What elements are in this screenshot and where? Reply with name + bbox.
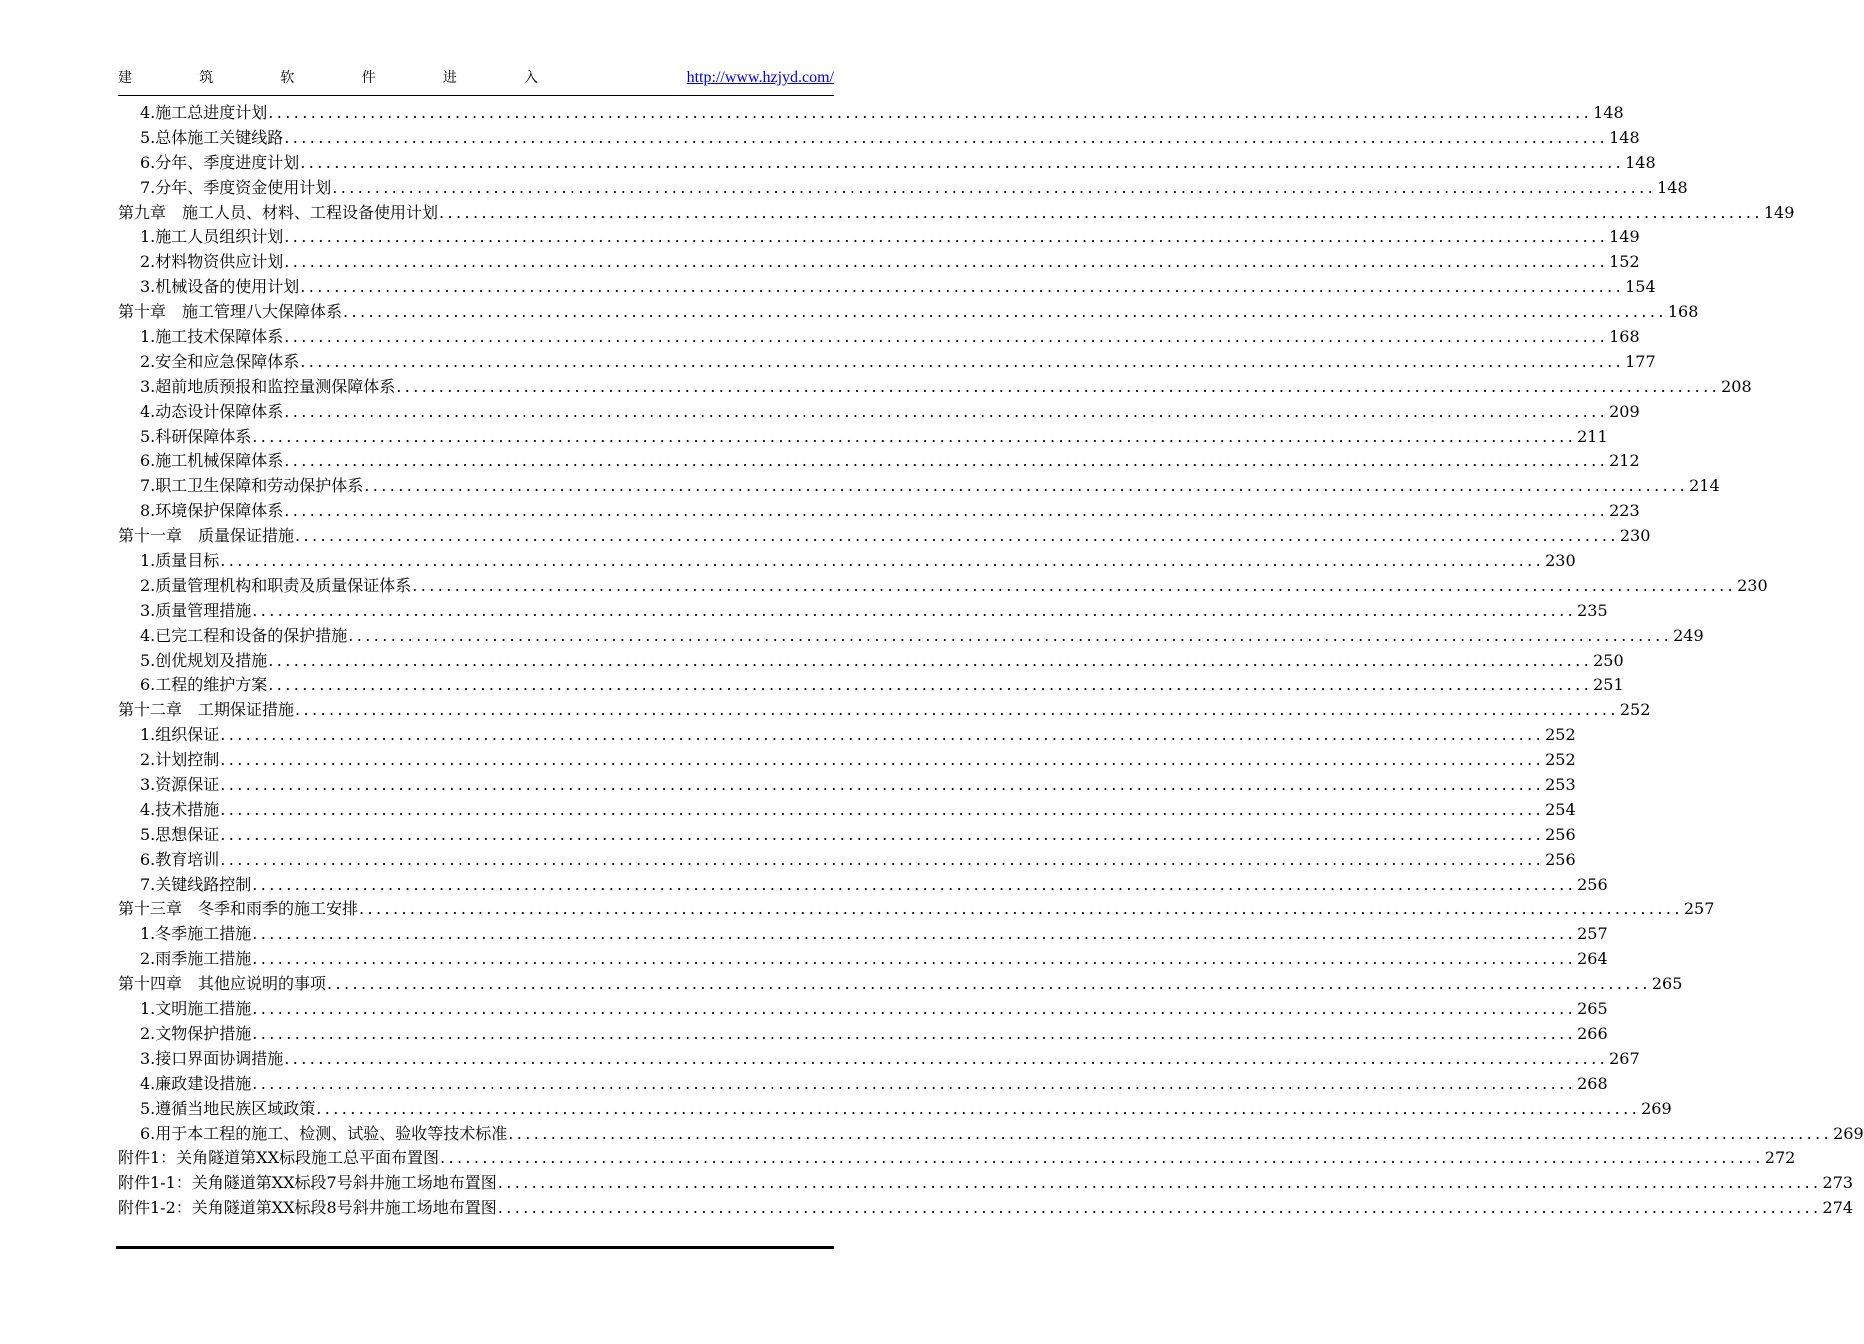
toc-entry-title: 第十三章 冬季和雨季的施工安排	[118, 899, 359, 919]
toc-entry-title: 第十一章 质量保证措施	[118, 526, 295, 546]
toc-page-number: 256	[1577, 874, 1608, 894]
toc-page-number: 152	[1609, 252, 1640, 272]
toc-section-row[interactable]	[118, 1047, 1640, 1072]
toc-entry-title: 2.质量管理机构和职责及质量保证体系	[140, 575, 412, 595]
toc-page-number: 230	[1619, 526, 1651, 546]
toc-page-number: 269	[1833, 1123, 1864, 1143]
toc-section-row[interactable]	[118, 250, 1640, 275]
toc-entry-title: 第十二章 工期保证措施	[118, 700, 295, 720]
header-char: 筑	[199, 70, 214, 86]
footer-divider	[116, 1246, 834, 1249]
toc-chapter-row[interactable]	[118, 1196, 1854, 1221]
toc-dot-leader: ............................................................................................................................................................	[284, 327, 1609, 346]
toc-page-number: 148	[1657, 177, 1688, 197]
toc-page-number: 208	[1721, 376, 1752, 396]
toc-section-row[interactable]	[118, 350, 1656, 375]
toc-page-number: 252	[1619, 700, 1651, 720]
header-char: 建	[118, 70, 132, 86]
toc-chapter-row[interactable]	[118, 898, 1715, 923]
toc-section-row[interactable]	[118, 748, 1576, 773]
toc-page-number: 253	[1545, 775, 1576, 795]
toc-section-row[interactable]	[118, 574, 1768, 599]
toc-dot-leader: ............................................................................................................................................................	[252, 1073, 1577, 1093]
toc-entry-title: 2.安全和应急保障体系	[140, 351, 300, 371]
page-header	[118, 66, 834, 90]
toc-page-number: 266	[1577, 1023, 1608, 1043]
toc-page-number: 252	[1545, 725, 1576, 745]
toc-page-number: 168	[1667, 302, 1699, 322]
toc-chapter-row[interactable]	[118, 300, 1699, 325]
toc-entry-title: 附件1-2：关角隧道第XX标段8号斜井施工场地布置图	[118, 1198, 497, 1218]
toc-page-number: 149	[1609, 227, 1640, 247]
toc-page-number: 257	[1577, 924, 1608, 944]
toc-dot-leader: ............................................................................................................................................................	[220, 799, 1545, 819]
toc-page-number: 252	[1545, 750, 1576, 770]
toc-page-number: 148	[1593, 102, 1624, 122]
toc-entry-title: 5.总体施工关键线路	[140, 127, 284, 147]
toc-dot-leader: ............................................................................................................................................................	[364, 476, 1689, 496]
toc-entry-title: 2.计划控制	[140, 750, 220, 770]
toc-dot-leader: ............................................................................................................................................................	[508, 1123, 1833, 1143]
toc-page-number: 273	[1822, 1173, 1854, 1193]
toc-entry-title: 6.工程的维护方案	[140, 675, 268, 695]
toc-entry-title: 5.科研保障体系	[140, 426, 252, 446]
toc-dot-leader: ............................................................................................................................................................	[252, 1023, 1577, 1043]
toc-dot-leader: ............................................................................................................................................................	[439, 202, 1763, 222]
toc-page-number: 235	[1577, 600, 1608, 620]
toc-dot-leader: ............................................................................................................................................................	[284, 252, 1609, 272]
toc-entry-title: 1.文明施工措施	[140, 999, 252, 1019]
toc-dot-leader: ............................................................................................................................................................	[252, 426, 1577, 446]
toc-dot-leader: ............................................................................................................................................................	[396, 376, 1721, 396]
toc-page-number: 209	[1609, 401, 1640, 421]
toc-section-row[interactable]	[118, 151, 1656, 176]
header-char: 软	[280, 70, 295, 86]
toc-entry-title: 第十四章 其他应说明的事项	[118, 974, 327, 994]
toc-dot-leader: ............................................................................................................................................................	[348, 625, 1673, 645]
toc-entry-title: 2.材料物资供应计划	[140, 252, 284, 272]
toc-section-row[interactable]	[118, 499, 1640, 524]
toc-section-row[interactable]	[118, 599, 1608, 624]
toc-dot-leader: ............................................................................................................................................................	[220, 551, 1545, 571]
toc-dot-leader: ............................................................................................................................................................	[300, 277, 1625, 297]
toc-entry-title: 附件1：关角隧道第XX标段施工总平面布置图	[118, 1148, 439, 1168]
toc-entry-title: 第九章 施工人员、材料、工程设备使用计划	[118, 202, 439, 222]
toc-page-number: 269	[1641, 1098, 1672, 1118]
toc-section-row[interactable]	[118, 225, 1640, 250]
toc-section-row[interactable]	[118, 848, 1576, 873]
toc-section-row[interactable]	[118, 723, 1576, 748]
toc-chapter-row[interactable]	[118, 698, 1651, 723]
toc-entry-title: 6.分年、季度进度计划	[140, 152, 300, 172]
toc-section-row[interactable]	[118, 947, 1608, 972]
toc-entry-title: 7.分年、季度资金使用计划	[140, 177, 332, 197]
toc-page-number: 223	[1609, 501, 1640, 521]
toc-page-number: 268	[1577, 1073, 1608, 1093]
toc-dot-leader: ............................................................................................................................................................	[497, 1173, 1822, 1193]
toc-page-number: 230	[1545, 551, 1576, 571]
toc-page-number: 212	[1609, 451, 1640, 471]
toc-dot-leader: ............................................................................................................................................................	[252, 924, 1577, 944]
toc-page-number: 148	[1609, 127, 1640, 147]
toc-dot-leader: ............................................................................................................................................................	[284, 1048, 1609, 1068]
toc-dot-leader: ............................................................................................................................................................	[332, 177, 1657, 197]
toc-section-row[interactable]	[118, 873, 1608, 898]
toc-page-number: 214	[1689, 476, 1720, 496]
toc-entry-title: 6.用于本工程的施工、检测、试验、验收等技术标准	[140, 1123, 508, 1143]
toc-entry-title: 3.接口界面协调措施	[140, 1048, 284, 1068]
toc-section-row[interactable]	[118, 1022, 1608, 1047]
toc-page-number: 149	[1763, 202, 1795, 222]
toc-dot-leader: ............................................................................................................................................................	[284, 127, 1609, 147]
toc-dot-leader: ............................................................................................................................................................	[220, 824, 1545, 844]
toc-entry-title: 3.资源保证	[140, 775, 220, 795]
toc-section-row[interactable]	[118, 773, 1576, 798]
toc-section-row[interactable]	[118, 798, 1576, 823]
toc-page-number: 177	[1625, 351, 1656, 371]
toc-page-number: 249	[1673, 625, 1704, 645]
toc-page-number: 148	[1625, 152, 1656, 172]
toc-section-row[interactable]	[118, 549, 1576, 574]
toc-entry-title: 1.施工人员组织计划	[140, 227, 284, 247]
toc-section-row[interactable]	[118, 474, 1720, 499]
toc-chapter-row[interactable]	[118, 201, 1795, 226]
toc-entry-title: 4.已完工程和设备的保护措施	[140, 625, 348, 645]
toc-section-row[interactable]	[118, 375, 1752, 400]
toc-section-row[interactable]	[118, 176, 1688, 201]
toc-page-number: 257	[1683, 899, 1715, 919]
toc-chapter-row[interactable]	[118, 972, 1683, 997]
toc-entry-title: 2.雨季施工措施	[140, 949, 252, 969]
toc-entry-title: 3.超前地质预报和监控量测保障体系	[140, 376, 396, 396]
toc-dot-leader: ............................................................................................................................................................	[220, 725, 1545, 745]
toc-dot-leader: ............................................................................................................................................................	[497, 1198, 1822, 1218]
header-char: 件	[361, 70, 376, 86]
toc-section-row[interactable]	[118, 449, 1640, 474]
toc-entry-title: 6.教育培训	[140, 849, 220, 869]
toc-dot-leader: ............................................................................................................................................................	[220, 849, 1545, 869]
toc-section-row[interactable]	[118, 400, 1640, 425]
toc-page-number: 254	[1545, 799, 1576, 819]
toc-entry-title: 1.质量目标	[140, 551, 220, 571]
toc-entry-title: 3.机械设备的使用计划	[140, 277, 300, 297]
toc-dot-leader: ............................................................................................................................................................	[220, 775, 1545, 795]
toc-chapter-row[interactable]	[118, 1146, 1796, 1171]
toc-dot-leader: ............................................................................................................................................................	[284, 451, 1609, 471]
toc-section-row[interactable]	[118, 673, 1624, 698]
header-url-link[interactable]: http://www.hzjyd.com/	[686, 69, 834, 86]
toc-entry-title: 4.廉政建设措施	[140, 1073, 252, 1093]
toc-entry-title: 3.质量管理措施	[140, 600, 252, 620]
header-title	[118, 66, 538, 90]
toc-dot-leader: ............................................................................................................................................................	[268, 675, 1593, 695]
toc-page-number: 211	[1577, 426, 1608, 446]
toc-dot-leader: ............................................................................................................................................................	[268, 102, 1593, 122]
toc-dot-leader: ............................................................................................................................................................	[439, 1148, 1764, 1168]
toc-entry-title: 1.组织保证	[140, 725, 220, 745]
toc-dot-leader: ............................................................................................................................................................	[252, 600, 1577, 620]
toc-dot-leader: ............................................................................................................................................................	[268, 650, 1593, 670]
toc-dot-leader: ............................................................................................................................................................	[284, 227, 1609, 247]
toc-dot-leader: ............................................................................................................................................................	[295, 700, 1619, 720]
toc-entry-title: 5.遵循当地民族区域政策	[140, 1098, 316, 1118]
toc-dot-leader: ............................................................................................................................................................	[327, 974, 1651, 994]
toc-entry-title: 5.创优规划及措施	[140, 650, 268, 670]
toc-page-number: 250	[1593, 650, 1624, 670]
toc-page-number: 274	[1822, 1198, 1854, 1218]
toc-page-number: 256	[1545, 849, 1576, 869]
toc-page-number: 272	[1764, 1148, 1796, 1168]
toc-page-number: 154	[1625, 277, 1656, 297]
toc-chapter-row[interactable]	[118, 1171, 1854, 1196]
toc-section-row[interactable]	[118, 1122, 1864, 1147]
table-of-contents	[118, 101, 1864, 1221]
toc-page-number: 256	[1545, 824, 1576, 844]
toc-dot-leader: ............................................................................................................................................................	[359, 899, 1683, 919]
toc-dot-leader: ............................................................................................................................................................	[295, 526, 1619, 546]
toc-page-number: 251	[1593, 675, 1624, 695]
toc-page-number: 265	[1577, 999, 1608, 1019]
toc-entry-title: 2.文物保护措施	[140, 1023, 252, 1043]
header-divider	[118, 95, 834, 96]
toc-dot-leader: ............................................................................................................................................................	[412, 575, 1737, 595]
header-char: 进	[442, 70, 457, 86]
toc-dot-leader: ............................................................................................................................................................	[284, 401, 1609, 421]
toc-section-row[interactable]	[118, 425, 1608, 450]
toc-entry-title: 7.关键线路控制	[140, 874, 252, 894]
toc-entry-title: 1.冬季施工措施	[140, 924, 252, 944]
toc-entry-title: 8.环境保护保障体系	[140, 501, 284, 521]
toc-page-number: 264	[1577, 949, 1608, 969]
toc-dot-leader: ............................................................................................................................................................	[252, 949, 1577, 969]
toc-section-row[interactable]	[118, 126, 1640, 151]
toc-entry-title: 4.动态设计保障体系	[140, 401, 284, 421]
toc-dot-leader: ............................................................................................................................................................	[252, 874, 1577, 894]
toc-section-row[interactable]	[118, 1097, 1672, 1122]
toc-section-row[interactable]	[118, 325, 1640, 350]
toc-entry-title: 6.施工机械保障体系	[140, 451, 284, 471]
toc-dot-leader: ............................................................................................................................................................	[300, 351, 1625, 371]
toc-entry-title: 5.思想保证	[140, 824, 220, 844]
toc-chapter-row[interactable]	[118, 524, 1651, 549]
toc-section-row[interactable]	[118, 997, 1608, 1022]
toc-section-row[interactable]	[118, 275, 1656, 300]
toc-section-row[interactable]	[118, 101, 1624, 126]
toc-section-row[interactable]	[118, 922, 1608, 947]
toc-entry-title: 7.职工卫生保障和劳动保护体系	[140, 476, 364, 496]
toc-dot-leader: ............................................................................................................................................................	[300, 152, 1625, 172]
toc-dot-leader: ............................................................................................................................................................	[220, 750, 1545, 770]
toc-page-number: 168	[1609, 327, 1640, 346]
toc-entry-title: 附件1-1：关角隧道第XX标段7号斜井施工场地布置图	[118, 1173, 497, 1193]
toc-section-row[interactable]	[118, 823, 1576, 848]
toc-dot-leader: ............................................................................................................................................................	[284, 501, 1609, 521]
toc-page-number: 230	[1737, 575, 1768, 595]
toc-entry-title: 4.施工总进度计划	[140, 102, 268, 122]
toc-page-number: 265	[1651, 974, 1683, 994]
toc-entry-title: 第十章 施工管理八大保障体系	[118, 302, 343, 322]
toc-section-row[interactable]	[118, 624, 1704, 649]
toc-dot-leader: ............................................................................................................................................................	[343, 302, 1667, 322]
toc-dot-leader: ............................................................................................................................................................	[252, 999, 1577, 1019]
toc-entry-title: 1.施工技术保障体系	[140, 327, 284, 346]
header-char: 入	[523, 70, 538, 86]
toc-dot-leader: ............................................................................................................................................................	[316, 1098, 1641, 1118]
toc-section-row[interactable]	[118, 649, 1624, 674]
toc-page-number: 267	[1609, 1048, 1640, 1068]
toc-entry-title: 4.技术措施	[140, 799, 220, 819]
toc-section-row[interactable]	[118, 1072, 1608, 1097]
